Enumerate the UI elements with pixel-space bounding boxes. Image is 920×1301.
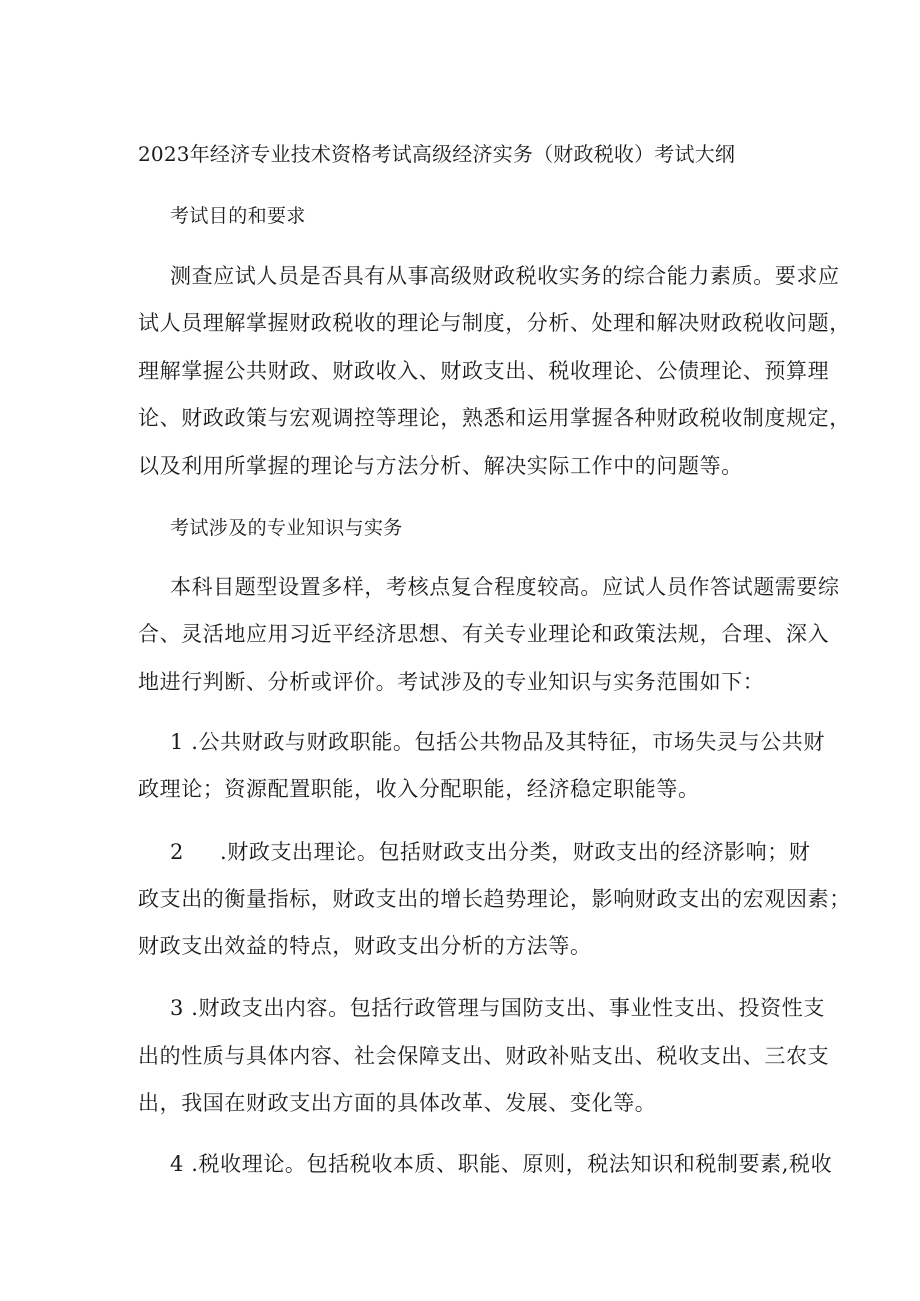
paragraph-line: 测查应试人员是否具有从事高级财政税收实务的综合能力素质。要求应 bbox=[170, 264, 840, 288]
paragraph-line: 出，我国在财政支出方面的具体改革、发展、变化等。 bbox=[138, 1091, 657, 1115]
list-item-number: 3 bbox=[170, 996, 184, 1020]
section-heading-knowledge: 考试涉及的专业知识与实务 bbox=[170, 517, 403, 539]
paragraph-line: 试人员理解掌握财政税收的理论与制度，分析、处理和解决财政税收问题， bbox=[138, 311, 851, 335]
list-item-text: .财政支出理论。包括财政支出分类，财政支出的经济影响；财 bbox=[219, 840, 811, 864]
paragraph-line: 政理论；资源配置职能，收入分配职能，经济稳定职能等。 bbox=[138, 777, 700, 801]
paragraph-line: 合、灵活地应用习近平经济思想、有关专业理论和政策法规，合理、深入 bbox=[138, 622, 830, 646]
paragraph-line: 财政支出效益的特点，财政支出分析的方法等。 bbox=[138, 934, 592, 958]
list-item-number: 1 bbox=[170, 730, 184, 754]
list-item-text: .公共财政与财政职能。包括公共物品及其特征，市场失灵与公共财 bbox=[191, 730, 825, 754]
document-title: 2023年经济专业技术资格考试高级经济实务（财政税收）考试大纲 bbox=[138, 142, 736, 166]
paragraph-line: 论、财政政策与宏观调控等理论，熟悉和运用掌握各种财政税收制度规定， bbox=[138, 406, 851, 430]
list-item-text: .财政支出内容。包括行政管理与国防支出、事业性支出、投资性支 bbox=[191, 996, 825, 1020]
paragraph-line: 理解掌握公共财政、财政收入、财政支出、税收理论、公债理论、预算理 bbox=[138, 359, 830, 383]
list-item-text: .税收理论。包括税收本质、职能、原则，税法知识和税制要素,税收 bbox=[191, 1152, 833, 1176]
list-item-number: 4 bbox=[170, 1152, 184, 1176]
paragraph-line: 本科目题型设置多样，考核点复合程度较高。应试人员作答试题需要综 bbox=[170, 575, 840, 599]
paragraph-line: 以及利用所掌握的理论与方法分析、解决实际工作中的问题等。 bbox=[138, 454, 743, 478]
paragraph-line: 地进行判断、分析或评价。考试涉及的专业知识与实务范围如下： bbox=[138, 670, 765, 694]
list-item-number: 2 bbox=[170, 840, 184, 864]
paragraph-line: 出的性质与具体内容、社会保障支出、财政补贴支出、税收支出、三农支 bbox=[138, 1044, 830, 1068]
paragraph-line: 政支出的衡量指标，财政支出的增长趋势理论，影响财政支出的宏观因素； bbox=[138, 887, 851, 911]
section-heading-purpose: 考试目的和要求 bbox=[170, 205, 306, 227]
